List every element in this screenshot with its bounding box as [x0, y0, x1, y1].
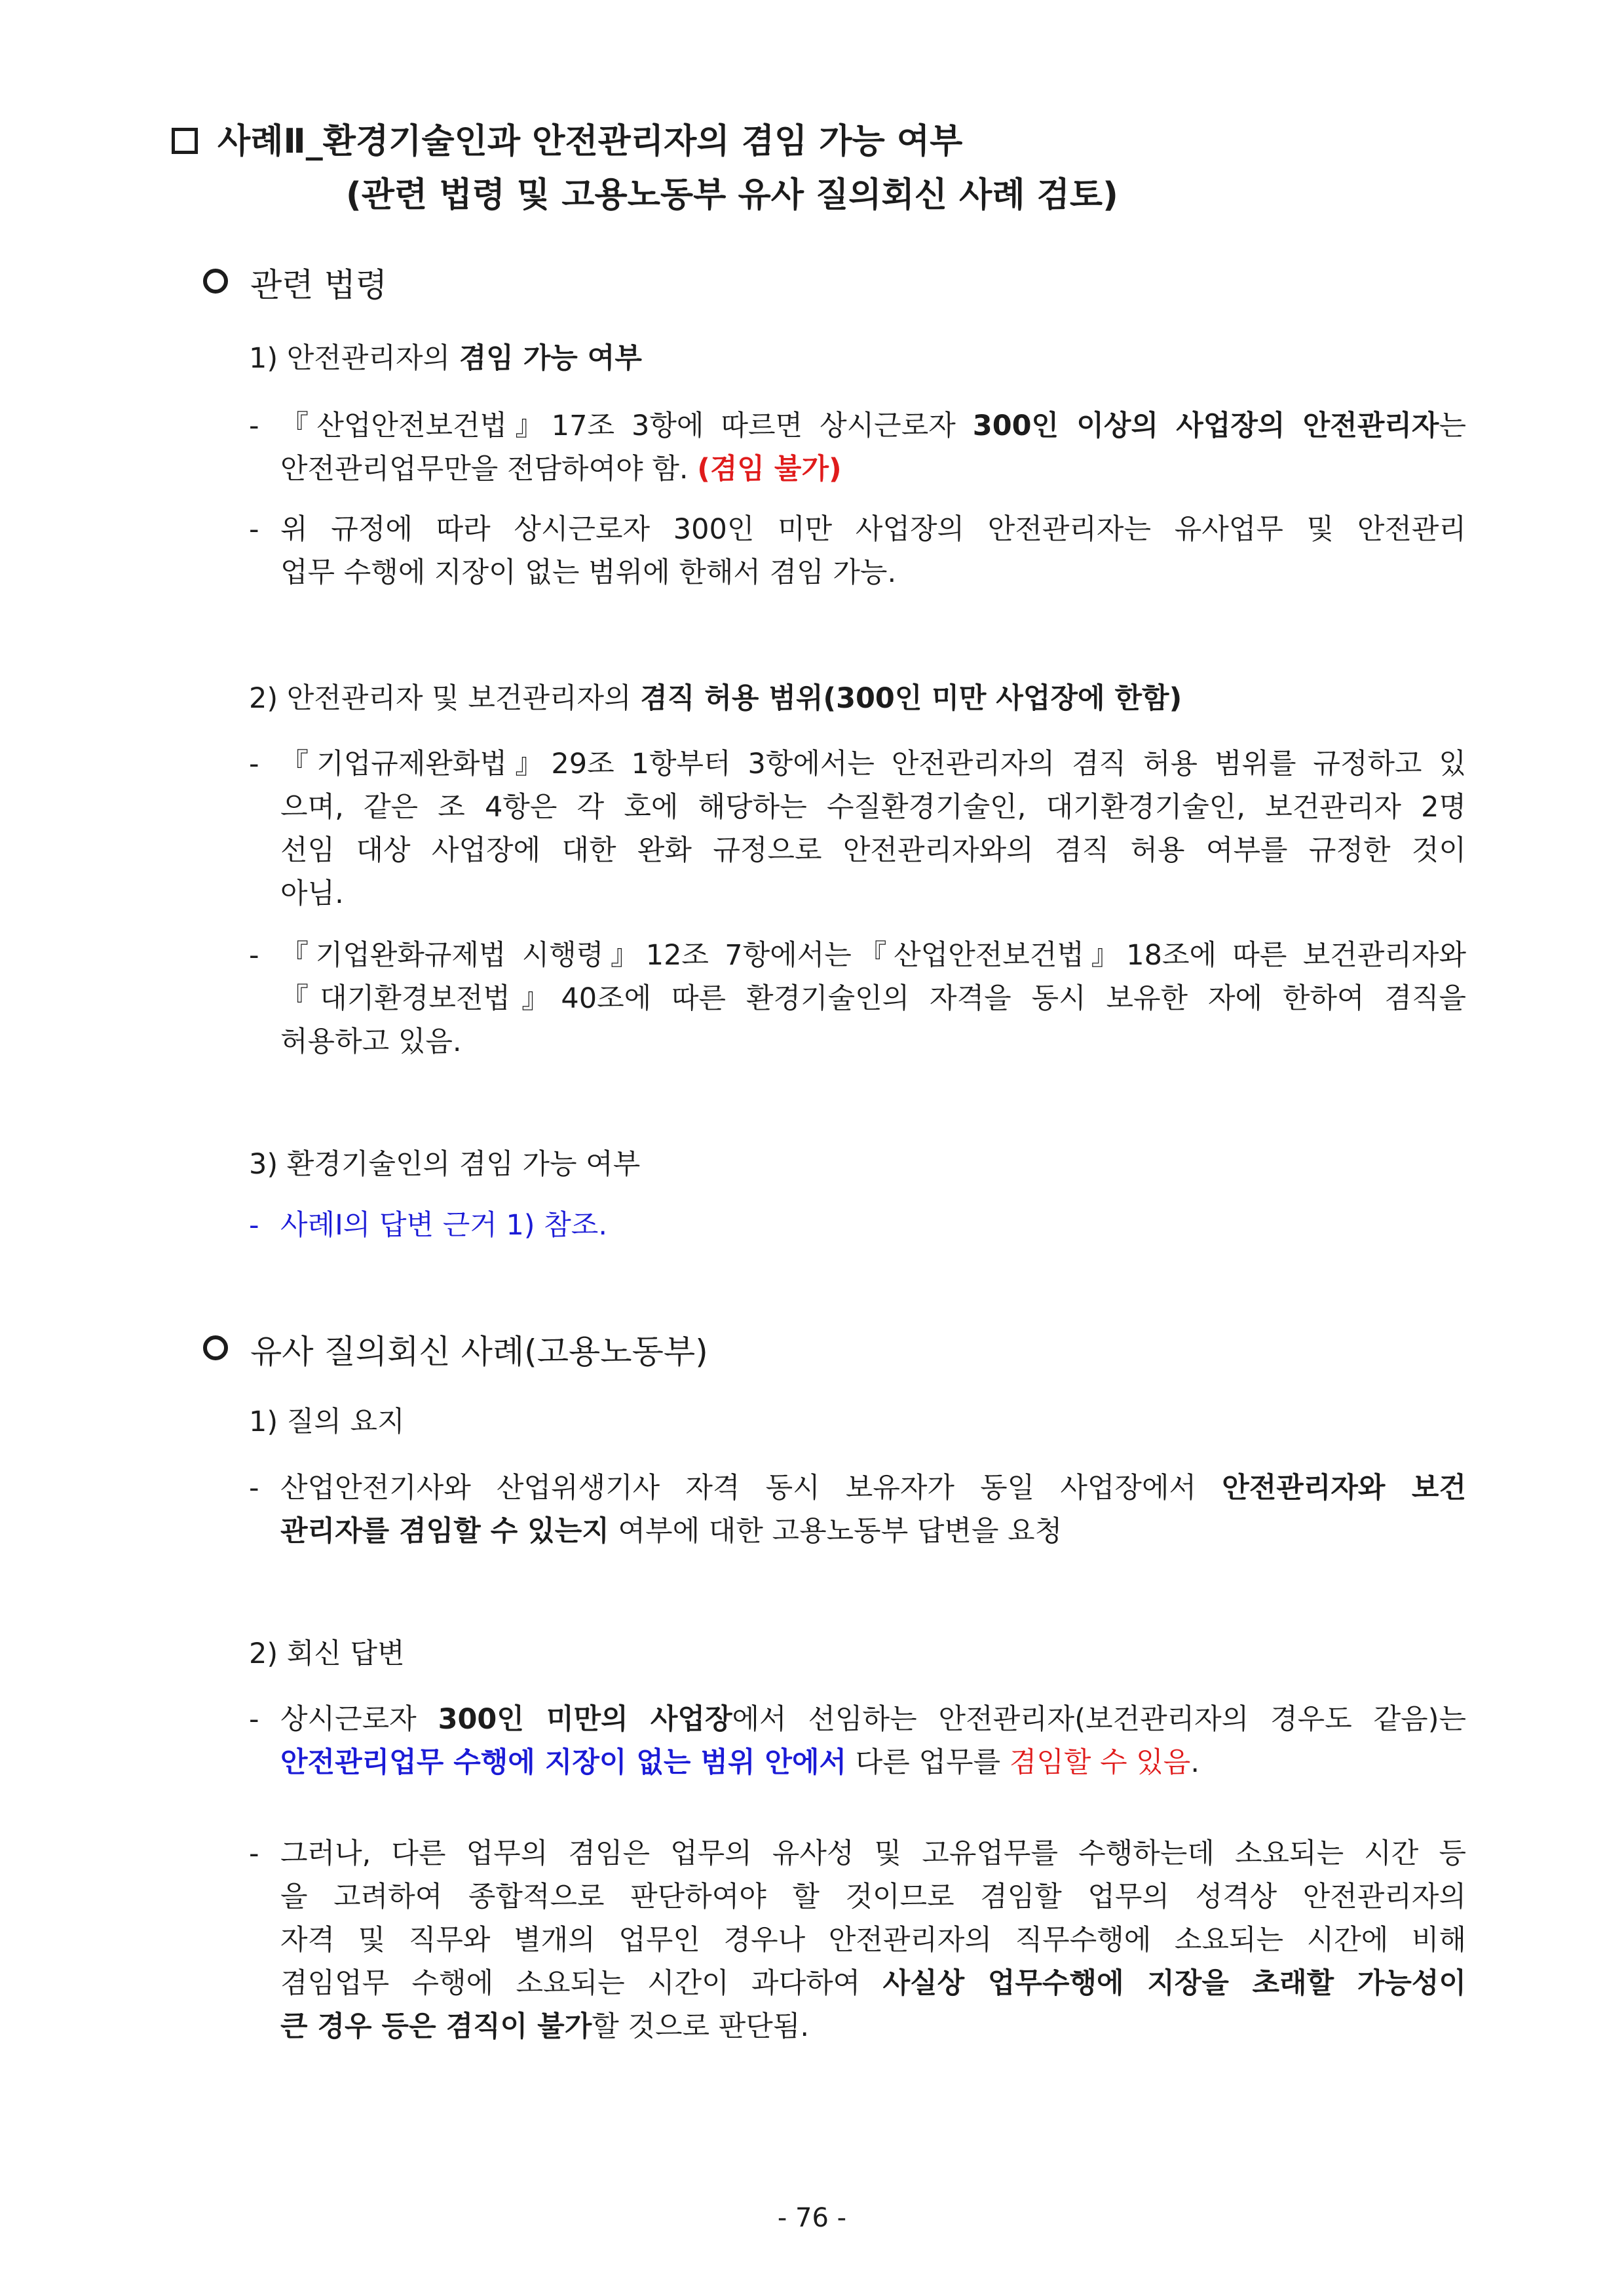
- list-item: [249, 742, 1466, 915]
- section-related-laws: [203, 262, 387, 308]
- list-item: [249, 404, 1466, 491]
- paragraph-line: 산업안전기사와 산업위생기사 자격 동시 보유자가 동일 사업장에서 안전관리자와 보건: [280, 1472, 1466, 1504]
- red-emphasis: 겸임할 수 있음: [1009, 1746, 1191, 1779]
- paragraph-line: 안전관리업무 수행에 지장이 없는 범위 안에서 다른 업무를 겸임할 수 있음.: [280, 1746, 1200, 1779]
- paragraph-line: 아님.: [280, 877, 344, 910]
- item-heading: 3) 환경기술인의 겸임 가능 여부: [249, 1148, 641, 1181]
- paragraph-line: 큰 경우 등은 겸직이 불가할 것으로 판단됨.: [280, 2010, 810, 2043]
- dash-bullet: -: [249, 748, 259, 780]
- list-item: [249, 1832, 1466, 2048]
- section-title: 유사 질의회신 사례(고용노동부): [250, 1333, 708, 1371]
- paragraph-line: 안전관리업무만을 전담하여야 함. (겸임 불가): [280, 453, 842, 486]
- paragraph-line: 『기업규제완화법』29조 1항부터 3항에서는 안전관리자의 겸직 허용 범위를 규정하고 있: [280, 748, 1466, 780]
- section-similar-cases: [203, 1329, 708, 1375]
- paragraph-line: 업무 수행에 지장이 없는 범위에 한해서 겸임 가능.: [280, 556, 897, 589]
- dash-bullet: -: [249, 513, 259, 546]
- item-heading: 1) 질의 요지: [249, 1406, 405, 1438]
- heading-line-1: 사례Ⅱ_환경기술인과 안전관리자의 겸임 가능 여부: [217, 122, 963, 161]
- item-heading: 2) 안전관리자 및 보건관리자의 겸직 허용 범위(300인 미만 사업장에 한함): [249, 682, 1182, 715]
- paragraph-line: 『기업완화규제법 시행령』12조 7항에서는『산업안전보건법』18조에 따른 보건관리자와: [280, 939, 1466, 972]
- paragraph-line: 허용하고 있음.: [280, 1025, 462, 1058]
- dash-bullet: -: [249, 939, 259, 972]
- main-heading-subtitle: (관련 법령 및 고용노동부 유사 질의회신 사례 검토): [346, 176, 1118, 215]
- list-item: [249, 1698, 1466, 1784]
- blue-emphasis: 안전관리업무 수행에 지장이 없는 범위 안에서: [280, 1746, 847, 1779]
- dash-bullet: -: [249, 1472, 259, 1504]
- list-item: [249, 934, 1466, 1063]
- not-allowed-emphasis: (겸임 불가): [697, 453, 842, 486]
- dash-bullet: -: [249, 1703, 259, 1736]
- main-heading: [172, 115, 962, 168]
- paragraph-line: 『산업안전보건법』17조 3항에 따르면 상시근로자 300인 이상의 사업장의 안전관리자는: [280, 410, 1466, 442]
- section-title: 관련 법령: [250, 266, 388, 304]
- checkbox-bullet-icon: [172, 128, 198, 154]
- list-item: [249, 508, 1466, 594]
- item-heading: 2) 회신 답변: [249, 1637, 405, 1670]
- circle-bullet-icon: [203, 269, 228, 294]
- paragraph-line: 그러나, 다른 업무의 겸임은 업무의 유사성 및 고유업무를 수행하는데 소요되는 시간 등: [280, 1837, 1466, 1870]
- list-item: [249, 1204, 1466, 1247]
- paragraph-line: 관리자를 겸임할 수 있는지 여부에 대한 고용노동부 답변을 요청: [280, 1515, 1063, 1548]
- paragraph-line: 자격 및 직무와 별개의 업무인 경우나 안전관리자의 직무수행에 소요되는 시간에 비해: [280, 1924, 1466, 1957]
- item-heading: 1) 안전관리자의 겸임 가능 여부: [249, 342, 642, 375]
- page-number: - 76 -: [777, 2203, 847, 2233]
- paragraph-line: 겸임업무 수행에 소요되는 시간이 과다하여 사실상 업무수행에 지장을 초래할 가능성이: [280, 1967, 1466, 2000]
- paragraph-line: 을 고려하여 종합적으로 판단하여야 할 것이므로 겸임할 업무의 성격상 안전관리자의: [280, 1881, 1466, 1913]
- paragraph-line: 위 규정에 따라 상시근로자 300인 미만 사업장의 안전관리자는 유사업무 및 안전관리: [280, 513, 1466, 546]
- paragraph-line: 으며, 같은 조 4항은 각 호에 해당하는 수질환경기술인, 대기환경기술인, 보건관리자 2명: [280, 791, 1466, 824]
- dash-bullet: -: [249, 1209, 259, 1242]
- paragraph-line: 선임 대상 사업장에 대한 완화 규정으로 안전관리자와의 겸직 허용 여부를 규정한 것이: [280, 834, 1466, 867]
- reference-note: 사례Ⅰ의 답변 근거 1) 참조.: [280, 1209, 607, 1242]
- dash-bullet: -: [249, 410, 259, 442]
- circle-bullet-icon: [203, 1335, 228, 1360]
- paragraph-line: 상시근로자 300인 미만의 사업장에서 선임하는 안전관리자(보건관리자의 경우도 같음)는: [280, 1703, 1467, 1736]
- list-item: [249, 1466, 1466, 1553]
- paragraph-line: 『대기환경보전법』40조에 따른 환경기술인의 자격을 동시 보유한 자에 한하여 겸직을: [280, 982, 1466, 1015]
- dash-bullet: -: [249, 1837, 259, 1870]
